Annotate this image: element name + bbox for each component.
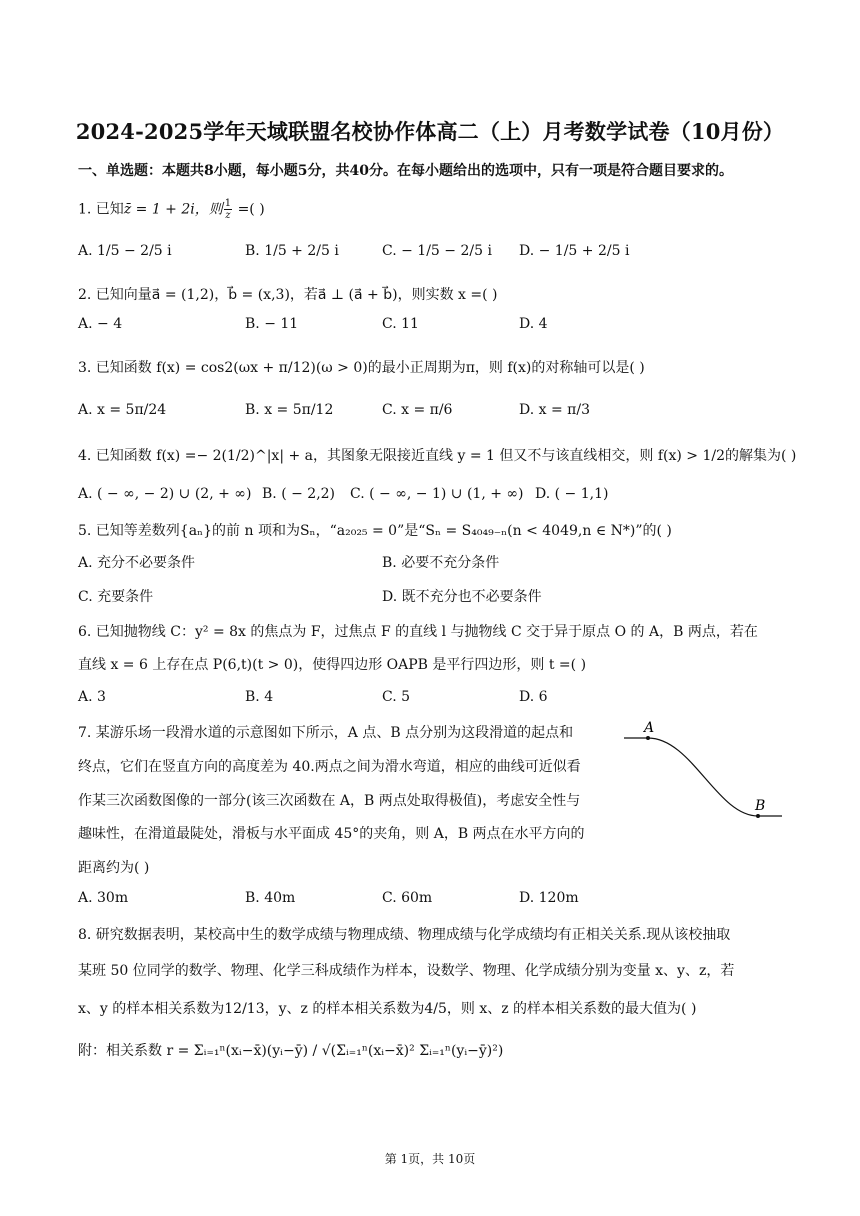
q1-option-c: C. − 1/5 − 2/5 i bbox=[382, 243, 492, 259]
q7-option-b: B. 40m bbox=[245, 890, 296, 906]
question-2-stem: 2. 已知向量a⃗ = (1,2)，b⃗ = (x,3)，若a⃗ ⊥ (a⃗ + b⃗)，则实数 x =( ) bbox=[78, 287, 498, 303]
q3-option-d: D. x = π/3 bbox=[519, 402, 590, 418]
q3-option-a: A. x = 5π/24 bbox=[78, 402, 167, 418]
q6-option-d: D. 6 bbox=[519, 689, 548, 705]
q6-option-c: C. 5 bbox=[382, 689, 411, 705]
point-b-dot bbox=[756, 814, 760, 818]
q1-option-d: D. − 1/5 + 2/5 i bbox=[519, 243, 630, 259]
point-a-dot bbox=[646, 736, 650, 740]
question-8-line-2: 某班 50 位同学的数学、物理、化学三科成绩作为样本，设数学、物理、化学成绩分别为变量 x、y、z，若 bbox=[78, 963, 735, 979]
slide-curve-figure bbox=[622, 716, 786, 826]
q6-option-a: A. 3 bbox=[78, 689, 106, 705]
question-7-line-3: 作某三次函数图像的一部分(该三次函数在 A，B 两点处取得极值)，考虑安全性与 bbox=[78, 793, 581, 809]
q2-option-c: C. 11 bbox=[382, 316, 419, 332]
page-footer: 第 1页，共 10页 bbox=[384, 1152, 476, 1166]
q3-option-c: C. x = π/6 bbox=[382, 402, 453, 418]
question-6-stem-line-1: 6. 已知抛物线 C：y² = 8x 的焦点为 F，过焦点 F 的直线 l 与抛物线 C 交于异于原点 O 的 A，B 两点，若在 bbox=[78, 624, 758, 640]
q5-option-c: C. 充要条件 bbox=[78, 589, 154, 605]
q1-option-b: B. 1/5 + 2/5 i bbox=[245, 243, 339, 259]
q4-option-a: A. ( − ∞, − 2) ∪ (2, + ∞) bbox=[78, 486, 252, 502]
q7-option-c: C. 60m bbox=[382, 890, 433, 906]
q5-option-a: A. 充分不必要条件 bbox=[78, 555, 196, 571]
q1-condition: z̄ = 1 + 2i，则 bbox=[123, 201, 223, 218]
q1-prefix: 1. 已知 bbox=[78, 201, 124, 218]
point-a-label: A bbox=[644, 720, 655, 736]
question-7-line-1: 7. 某游乐场一段滑水道的示意图如下所示，A 点、B 点分别为这段滑道的起点和 bbox=[78, 725, 574, 741]
question-7-line-2: 终点，它们在竖直方向的高度差为 40.两点之间为滑水弯道，相应的曲线可近似看 bbox=[78, 759, 581, 775]
q1-suffix: =( ) bbox=[233, 201, 265, 218]
q4-option-c: C. ( − ∞, − 1) ∪ (1, + ∞) bbox=[350, 486, 524, 502]
question-7-line-4: 趣味性，在滑道最陡处，滑板与水平面成 45°的夹角，则 A，B 两点在水平方向的 bbox=[78, 826, 585, 842]
point-b-label: B bbox=[755, 798, 766, 814]
q2-option-d: D. 4 bbox=[519, 316, 548, 332]
question-8-line-3: x、y 的样本相关系数为12/13，y、z 的样本相关系数为4/5，则 x、z 的样本相关系数的最大值为( ) bbox=[78, 1001, 697, 1017]
q5-option-d: D. 既不充分也不必要条件 bbox=[382, 589, 542, 605]
section-heading: 一、单选题：本题共8小题，每小题5分，共40分。在每小题给出的选项中，只有一项是符合题目要求的。 bbox=[78, 163, 733, 179]
q1-option-a: A. 1/5 − 2/5 i bbox=[78, 243, 172, 259]
question-1-stem bbox=[78, 198, 265, 221]
page-title: 2024-2025学年天域联盟名校协作体高二（上）月考数学试卷（10月份） bbox=[75, 119, 785, 144]
correlation-formula: 附：相关系数 r = Σᵢ₌₁ⁿ(xᵢ−x̄)(yᵢ−ȳ) / √(Σᵢ₌₁ⁿ(xᵢ−x̄)² Σᵢ₌₁ⁿ(yᵢ−ȳ)²) bbox=[78, 1043, 504, 1059]
q7-option-d: D. 120m bbox=[519, 890, 579, 906]
question-5-stem: 5. 已知等差数列{aₙ}的前 n 项和为Sₙ，“a₂₀₂₅ = 0”是“Sₙ = S₄₀₄₉₋ₙ(n < 4049,n ∈ N*)”的( ) bbox=[78, 523, 672, 539]
q2-option-b: B. − 11 bbox=[245, 316, 299, 332]
q7-option-a: A. 30m bbox=[78, 890, 129, 906]
question-4-stem: 4. 已知函数 f(x) =− 2(1/2)^|x| + a，其图象无限接近直线 y = 1 但又不与该直线相交，则 f(x) > 1/2的解集为( ) bbox=[78, 448, 797, 464]
q2-option-a: A. − 4 bbox=[78, 316, 123, 332]
q5-option-b: B. 必要不充分条件 bbox=[382, 555, 500, 571]
q3-option-b: B. x = 5π/12 bbox=[245, 402, 334, 418]
question-3-stem: 3. 已知函数 f(x) = cos2(ωx + π/12)(ω > 0)的最小正周期为π，则 f(x)的对称轴可以是( ) bbox=[78, 360, 645, 376]
q4-option-b: B. ( − 2,2) bbox=[262, 486, 336, 502]
q4-option-d: D. ( − 1,1) bbox=[535, 486, 609, 502]
question-7-line-5: 距离约为( ) bbox=[78, 860, 150, 876]
q1-fraction: $\frac{1}{z}$ bbox=[224, 198, 232, 221]
question-8-line-1: 8. 研究数据表明，某校高中生的数学成绩与物理成绩、物理成绩与化学成绩均有正相关关系.现从该校抽取 bbox=[78, 927, 731, 943]
q6-option-b: B. 4 bbox=[245, 689, 274, 705]
question-6-stem-line-2: 直线 x = 6 上存在点 P(6,t)(t > 0)，使得四边形 OAPB 是平行四边形，则 t =( ) bbox=[78, 657, 587, 673]
